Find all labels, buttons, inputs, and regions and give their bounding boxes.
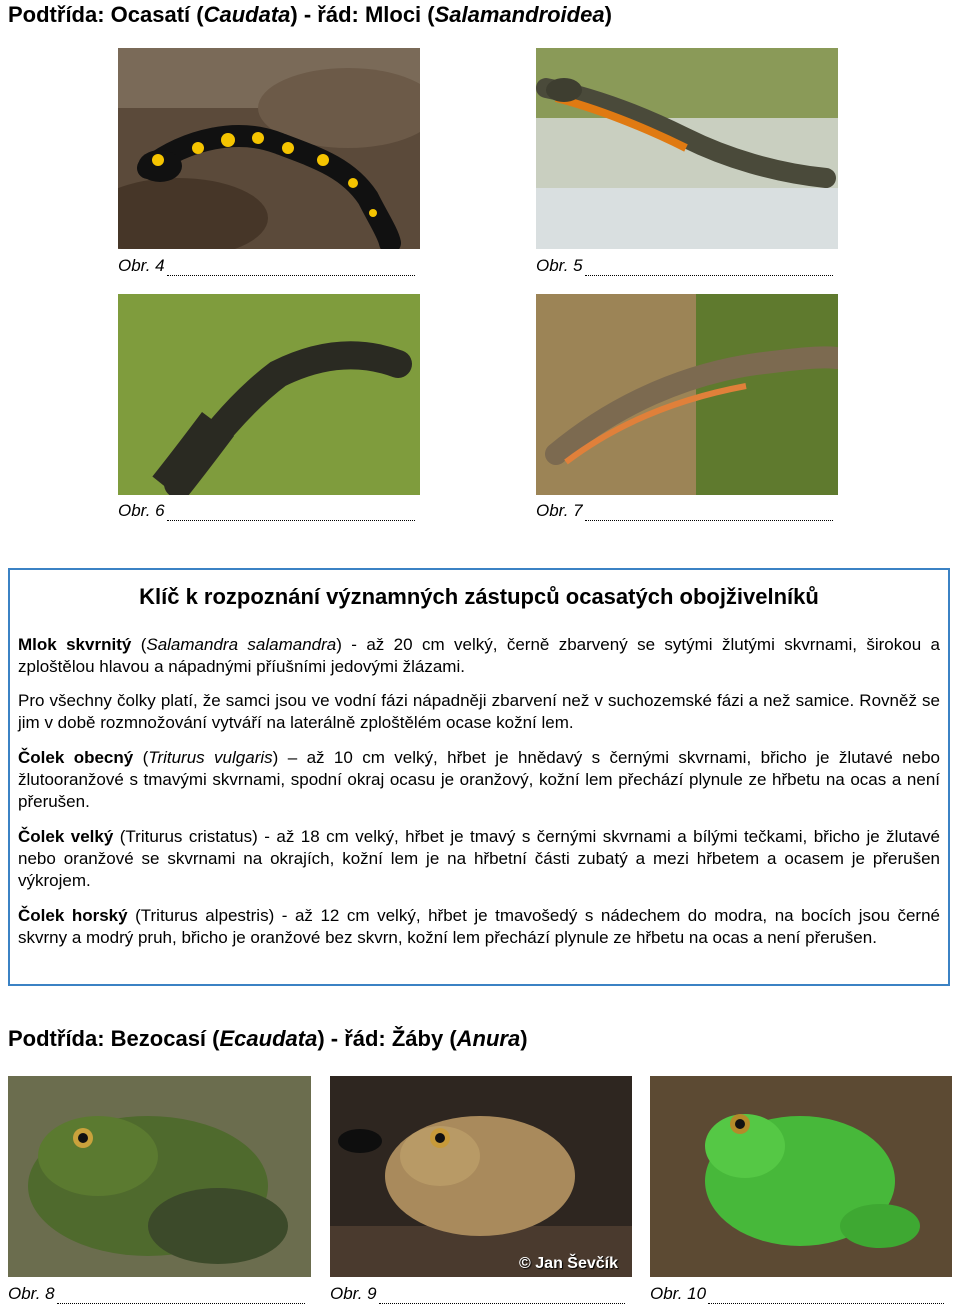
figure-caption-4: [118, 256, 415, 276]
key-paragraph-alpine-newt: [18, 905, 940, 949]
caption-fill-line: [585, 261, 833, 276]
photo-credit: © Jan Ševčík: [519, 1255, 618, 1272]
paragraph-text: (Triturus cristatus) - až 18 cm velký, hřbet je tmavý s černými skvrnami a bílými tečkami, břicho je žlutavé nebo oranžové se skvrnami na okrajích, kožní lem je na hřbetní části zubatý a mezi hřbetem a ocasem je přerušen výkrojem.: [18, 827, 940, 890]
caption-fill-line: [57, 1289, 305, 1304]
figure-caption-7: [536, 501, 833, 521]
key-paragraph-fire-salamander: [18, 634, 940, 678]
photo-marsh-frog: [8, 1076, 311, 1277]
caption-label: Obr. 5: [536, 256, 583, 275]
caption-label: Obr. 7: [536, 501, 583, 520]
photo-smooth-newt: [536, 294, 838, 495]
caption-label: Obr. 9: [330, 1284, 377, 1303]
heading-text: Podtřída: Bezocasí (: [8, 1026, 220, 1051]
heading-latin: Ecaudata: [219, 1026, 318, 1051]
heading-text: ) - řád: Žáby (: [317, 1026, 457, 1051]
section-heading-caudata: [8, 2, 612, 28]
photo-fire-salamander: [118, 48, 420, 249]
figure-caption-9: [330, 1284, 625, 1304]
species-name: Čolek obecný: [18, 748, 134, 767]
photo-newt-aquarium: [536, 48, 838, 249]
key-paragraph-smooth-newt: [18, 747, 940, 813]
figure-caption-8: [8, 1284, 305, 1304]
heading-latin: Salamandroidea: [434, 2, 605, 27]
species-name: Mlok skvrnitý: [18, 635, 132, 654]
figure-caption-6: [118, 501, 415, 521]
caption-fill-line: [167, 506, 415, 521]
heading-text: ): [520, 1026, 528, 1051]
figure-caption-5: [536, 256, 833, 276]
heading-latin: Caudata: [203, 2, 291, 27]
section-heading-ecaudata: [8, 1026, 528, 1052]
species-name: Čolek velký: [18, 827, 114, 846]
key-title: Klíč k rozpoznání významných zástupců ocasatých obojživelníků: [139, 584, 819, 609]
heading-text: Podtřída: Ocasatí (: [8, 2, 204, 27]
key-paragraph-newts-general: Pro všechny čolky platí, že samci jsou ve vodní fázi nápadněji zbarvení než v suchozemské fázi a než samice. Rovněž se jim v době rozmnožování vytváří na laterálně zploštělém ocase kožní lem.: [18, 691, 940, 732]
species-latin: Triturus vulgaris: [148, 748, 273, 767]
paragraph-text: ) – až 10 cm velký, hřbet je hnědavý s černými skvrnami, břicho je žlutavé nebo žlutooranžové s tmavými skvrnami, spodní okraj ocasu je oranžový, kožní lem přechází plynule ze hřbetu na ocas a není přerušen.: [18, 748, 940, 811]
identification-key-box: [8, 568, 950, 986]
paragraph-text: (: [133, 748, 149, 767]
photo-toad: [330, 1076, 632, 1277]
species-name: Čolek horský: [18, 906, 128, 925]
key-paragraph-crested-newt: [18, 826, 940, 892]
caption-label: Obr. 4: [118, 256, 165, 275]
photo-tree-frog: [650, 1076, 952, 1277]
caption-fill-line: [585, 506, 833, 521]
species-latin: Salamandra salamandra: [146, 635, 337, 654]
caption-fill-line: [708, 1289, 944, 1304]
caption-fill-line: [379, 1289, 625, 1304]
paragraph-text: (: [131, 635, 147, 654]
heading-text: ) - řád: Mloci (: [290, 2, 435, 27]
figure-caption-10: [650, 1284, 944, 1304]
caption-label: Obr. 8: [8, 1284, 55, 1303]
caption-fill-line: [167, 261, 415, 276]
caption-label: Obr. 6: [118, 501, 165, 520]
paragraph-text: (Triturus alpestris) - až 12 cm velký, hřbet je tmavošedý s nádechem do modra, na bocích jsou černé skvrny a modrý pruh, břicho je oranžové bez skvrn, kožní lem přechází plynule ze hřbetu na ocas a není přerušen.: [18, 906, 940, 947]
caption-label: Obr. 10: [650, 1284, 707, 1303]
paragraph-text: ) - až 20 cm velký, černě zbarvený se sytými žlutými skvrnami, širokou a zploštělou hlavou a nápadnými příušními jedovými žlázami.: [18, 635, 940, 676]
photo-crested-newt: [118, 294, 420, 495]
heading-latin: Anura: [456, 1026, 521, 1051]
heading-text: ): [604, 2, 612, 27]
